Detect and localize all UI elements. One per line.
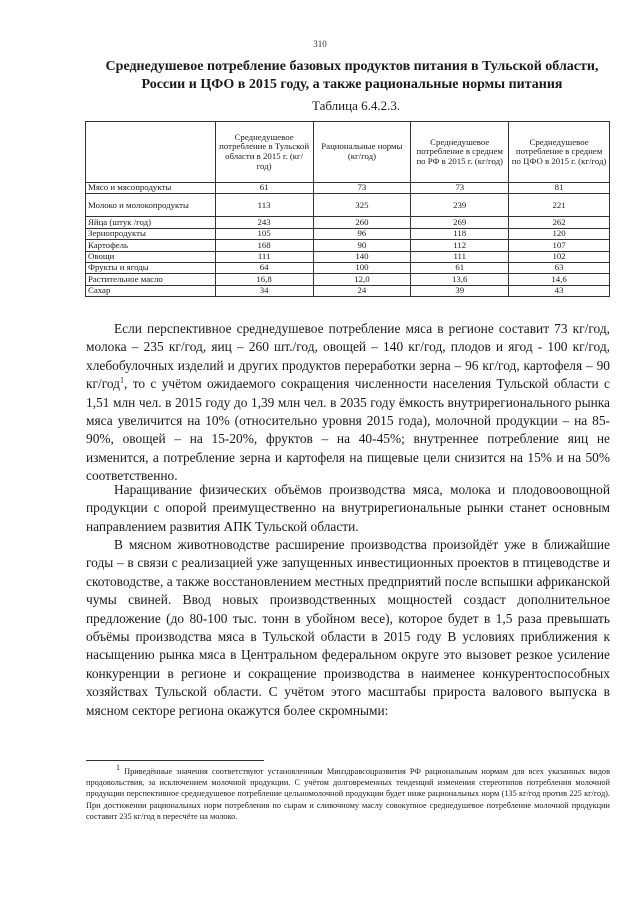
product-name: Картофель bbox=[86, 240, 216, 251]
footnote-divider bbox=[86, 760, 264, 761]
norm-value: 90 bbox=[313, 240, 411, 251]
product-name: Овощи bbox=[86, 251, 216, 262]
table-caption: Таблица 6.4.2.3. bbox=[312, 98, 401, 113]
table-row bbox=[86, 217, 610, 228]
norm-value: 24 bbox=[313, 285, 411, 296]
russia-value: 39 bbox=[411, 285, 509, 296]
table-row bbox=[86, 194, 610, 217]
footnote-reference: 1 bbox=[120, 375, 124, 385]
footnote bbox=[86, 763, 610, 822]
cfd-value: 14,6 bbox=[509, 274, 610, 285]
cfd-value: 221 bbox=[509, 194, 610, 217]
header-cell-russia: Среднедушевое потребление в среднем по РФ в 2015 г. (кг/год) bbox=[411, 122, 509, 183]
tula-value: 243 bbox=[215, 217, 313, 228]
product-name: Мясо и мясопродукты bbox=[86, 183, 216, 194]
page-number: 310 bbox=[313, 39, 327, 49]
norm-value: 100 bbox=[313, 262, 411, 273]
footnote-number: 1 bbox=[116, 763, 120, 773]
russia-value: 61 bbox=[411, 262, 509, 273]
tula-value: 111 bbox=[215, 251, 313, 262]
norm-value: 12,0 bbox=[313, 274, 411, 285]
product-name: Растительное масло bbox=[86, 274, 216, 285]
product-name: Яйца (штук /год) bbox=[86, 217, 216, 228]
product-name: Молоко и молокопродукты bbox=[86, 194, 216, 217]
table-row bbox=[86, 285, 610, 296]
product-name: Зернопродукты bbox=[86, 228, 216, 239]
paragraph-development-direction bbox=[86, 481, 610, 536]
russia-value: 13,6 bbox=[411, 274, 509, 285]
table-row bbox=[86, 228, 610, 239]
tula-value: 34 bbox=[215, 285, 313, 296]
russia-value: 118 bbox=[411, 228, 509, 239]
paragraph-text: В мясном животноводстве расширение производства произойдёт уже в ближайшие годы – в связи с реализацией уже запущенных инвестиционных проектов в птицеводстве и скотоводстве, а также восстановлением местных предприятий после вспышки африканской чумы свиней. Ввод новых производственных мощностей создаст дополнительное предложение (до 80-100 тыс. тонн в убойном весе), которое будет в 1,5 раза превышать объёмы производства мяса в Тульской области в 2015 году В условиях приближения к насыщению рынка мяса в Центральном федеральном округе это вызовет резкое усиление конкуренции в регионе и сокращение производства в наименее конкурентоспособных хозяйствах Тульской области. С учётом этого масштабы прироста валового выпуска в мясном секторе региона окажутся более скромными: bbox=[86, 537, 610, 718]
paragraph-meat-livestock bbox=[86, 536, 610, 720]
header-cell-cfd: Среднедушевое потребление в среднем по ЦФО в 2015 г. (кг/год) bbox=[509, 122, 610, 183]
cfd-value: 43 bbox=[509, 285, 610, 296]
product-name: Фрукты и ягоды bbox=[86, 262, 216, 273]
cfd-value: 102 bbox=[509, 251, 610, 262]
norm-value: 260 bbox=[313, 217, 411, 228]
russia-value: 111 bbox=[411, 251, 509, 262]
footnote-text: Приведённые значения соответствуют установленным Минздравсоцразвития РФ рациональным нормам для всех указанных видов продовольствия, за исключением молочной продукции. С учётом долговременных тенденций изменения стереотипов потребления молочной продукции перспективное среднедушевое потребление цельномолочной продукции будет ниже рациональных норм (135 кг/год против 225 кг/год). При достижении рациональных норм потребления по сырам и сливочному маслу совокупное среднедушевое потребление молочной продукции составит 235 кг/год в пересчёте на молоко. bbox=[86, 767, 610, 821]
tula-value: 105 bbox=[215, 228, 313, 239]
russia-value: 73 bbox=[411, 183, 509, 194]
header-cell-product bbox=[86, 122, 216, 183]
cfd-value: 262 bbox=[509, 217, 610, 228]
paragraph-text: , то с учётом ожидаемого сокращения численности населения Тульской области с 1,51 млн чел. в 2015 году до 1,39 млн чел. в 2035 году ёмкость внутрирегионального рынка мяса увеличится на 10% (относительно уровня 2015 года), молочной продукции – на 85-90%, овощей – на 15-20%, фруктов – на 40-45%; внутреннее потребление яиц не изменится, а потребление зерна и картофеля на пищевые цели снизится на 15% и на 50% соответственно. bbox=[86, 376, 610, 484]
table-header-row bbox=[86, 122, 610, 183]
norm-value: 73 bbox=[313, 183, 411, 194]
table-row bbox=[86, 251, 610, 262]
russia-value: 112 bbox=[411, 240, 509, 251]
norm-value: 96 bbox=[313, 228, 411, 239]
russia-value: 269 bbox=[411, 217, 509, 228]
paragraph-consumption-forecast bbox=[86, 320, 610, 486]
table-row bbox=[86, 240, 610, 251]
page-title: Среднедушевое потребление базовых продуктов питания в Тульской области, России и ЦФО в 2015 году, а также рациональные нормы питания bbox=[105, 59, 599, 92]
paragraph-text: Если перспективное среднедушевое потребление мяса в регионе составит 73 кг/год, молока – 235 кг/год, яиц – 260 шт./год, овощей – 140 кг/год, плодов и ягод - 100 кг/год, хлебобулочных изделий и других продуктов переработки зерна – 96 кг/год, картофеля – 90 кг/год bbox=[86, 321, 610, 392]
tula-value: 113 bbox=[215, 194, 313, 217]
tula-value: 168 bbox=[215, 240, 313, 251]
tula-value: 16,8 bbox=[215, 274, 313, 285]
norm-value: 325 bbox=[313, 194, 411, 217]
table-row bbox=[86, 274, 610, 285]
paragraph-text: Наращивание физических объёмов производства мяса, молока и плодовоовощной продукции с опорой преимущественно на внутрирегиональные рынки станет основным направлением развития АПК Тульской области. bbox=[86, 482, 610, 534]
tula-value: 61 bbox=[215, 183, 313, 194]
header-cell-norms: Рациональные нормы (кг/год) bbox=[313, 122, 411, 183]
cfd-value: 63 bbox=[509, 262, 610, 273]
cfd-value: 120 bbox=[509, 228, 610, 239]
russia-value: 239 bbox=[411, 194, 509, 217]
table-row bbox=[86, 183, 610, 194]
header-cell-tula: Среднедушевое потребление в Тульской области в 2015 г. (кг/год) bbox=[215, 122, 313, 183]
tula-value: 64 bbox=[215, 262, 313, 273]
consumption-table bbox=[85, 121, 610, 297]
cfd-value: 107 bbox=[509, 240, 610, 251]
product-name: Сахар bbox=[86, 285, 216, 296]
norm-value: 140 bbox=[313, 251, 411, 262]
table-row bbox=[86, 262, 610, 273]
cfd-value: 81 bbox=[509, 183, 610, 194]
